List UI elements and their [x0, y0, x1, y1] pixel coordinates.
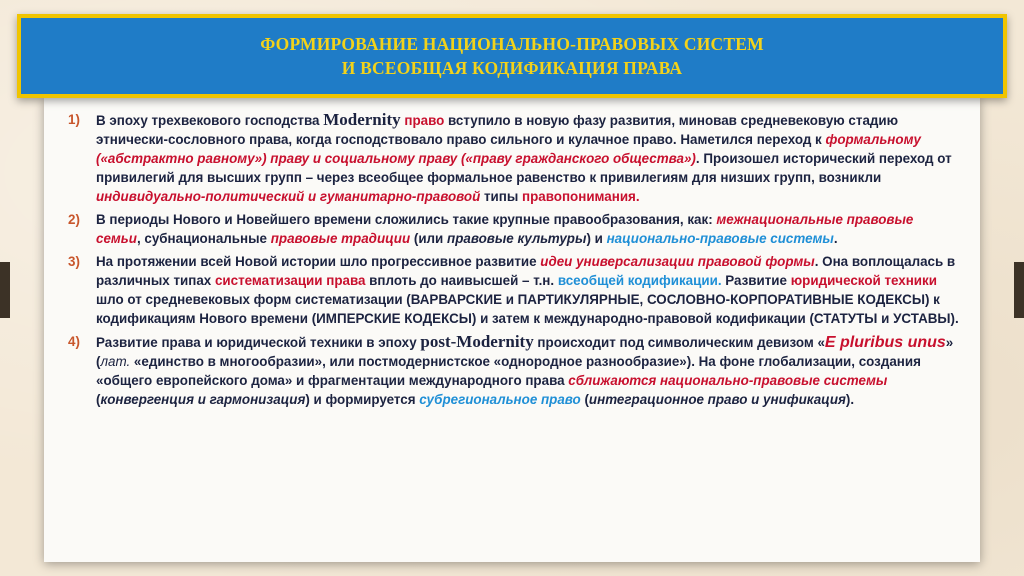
text-segment: происходит под символическим девизом «	[533, 335, 825, 350]
text-segment: ,	[136, 231, 145, 246]
text-segment: интеграционное право и унификация	[588, 392, 846, 407]
slide-title-line-1: ФОРМИРОВАНИЕ НАЦИОНАЛЬНО-ПРАВОВЫХ СИСТЕМ	[260, 34, 764, 54]
list-item-3	[68, 252, 960, 328]
highlight-red: юридической техники	[790, 273, 937, 288]
slide-title-line-2: И ВСЕОБЩАЯ КОДИФИКАЦИЯ ПРАВА	[341, 58, 683, 78]
text-segment: шло от средневековых форм систематизации (ВАРВАРСКИЕ и ПАРТИКУЛЯРНЫЕ, СОСЛОВНО-КОРПОРАТИВНЫЕ КОДЕКСЫ) к кодификациям Нового времени (ИМПЕРСКИЕ КОДЕКСЫ) и затем к международно-правовой кодификации (СТАТУТЫ и УСТАВЫ).	[96, 292, 959, 326]
text-segment: ).	[845, 392, 855, 407]
text-segment: лат.	[100, 354, 131, 369]
highlight-blue: всеобщей кодификации.	[557, 273, 722, 288]
list-item-2	[68, 210, 960, 248]
title-banner	[17, 14, 1007, 98]
text-segment: (	[96, 392, 101, 407]
highlight-red: формальному («абстрактно равному») праву и социальному праву («праву гражданского общества»)	[96, 132, 921, 166]
text-segment: вступило в новую фазу развития, миновав средневековую стадию этнически-сословного права, когда господствовало право сильного и кулачное право. Наметился переход к	[96, 113, 899, 147]
highlight-red: сближаются национально-правовые системы	[568, 373, 888, 388]
numbered-list	[68, 110, 960, 413]
text-segment: «единство в многообразии», или постмодернистское «однородное разнообразие»). На фоне глобализации, создания «общего европейского дома» и фрагментации международного права	[96, 354, 921, 388]
highlight-blue: национально-правовые системы	[606, 231, 834, 246]
list-number: 1)	[68, 112, 80, 127]
highlight-red: межнациональные правовые семьи	[96, 212, 914, 246]
text-segment: конвергенция и гармонизация	[100, 392, 306, 407]
list-number: 3)	[68, 254, 80, 269]
text-segment: . Она воплощалась в различных типах	[96, 254, 956, 288]
text-segment: » (	[96, 335, 954, 369]
highlight-red: идеи универсализации правовой формы	[540, 254, 815, 269]
text-segment: На протяжении всей Новой истории шло прогрессивное развитие	[96, 254, 541, 269]
list-item-1	[68, 110, 960, 206]
text-segment: (	[580, 392, 589, 407]
text-segment: субнациональные	[144, 231, 267, 246]
text-segment: В периоды Нового и Новейшего времени сложились такие крупные правообразования, как:	[96, 212, 717, 227]
text-segment: ) и	[586, 231, 607, 246]
list-number: 4)	[68, 334, 80, 349]
text-segment: В эпоху трехвекового господства	[96, 113, 324, 128]
text-segment: правовые культуры	[447, 231, 587, 246]
text-segment: (или	[410, 231, 448, 246]
list-number: 2)	[68, 212, 80, 227]
text-segment: Развитие права и юридической техники в эпоху	[96, 335, 421, 350]
highlight-blue: субрегиональное право	[419, 392, 581, 407]
text-segment: типы	[480, 189, 523, 204]
left-edge-tab	[0, 262, 10, 318]
motto-latin: E pluribus unus	[824, 334, 946, 351]
text-segment: Развитие	[721, 273, 791, 288]
highlight-red: индивидуально-политический и гуманитарно-правовой	[96, 189, 481, 204]
list-item-4	[68, 332, 960, 409]
post-modernity-term: post-Modernity	[420, 332, 534, 351]
text-segment: вплоть до наивысшей – т.н.	[365, 273, 558, 288]
highlight-red: право	[400, 113, 445, 128]
modernity-term: Modernity	[323, 110, 401, 129]
highlight-red: правопонимания.	[522, 189, 640, 204]
highlight-red: правовые традиции	[266, 231, 411, 246]
text-segment: .	[833, 231, 838, 246]
text-segment: . Произошел исторический переход от привилегий для высших групп – через всеобщее формальное равенство к привилегиям для низших групп, возникли	[96, 151, 952, 185]
highlight-red: систематизации права	[214, 273, 366, 288]
right-edge-tab	[1014, 262, 1024, 318]
text-segment: ) и формируется	[305, 392, 420, 407]
